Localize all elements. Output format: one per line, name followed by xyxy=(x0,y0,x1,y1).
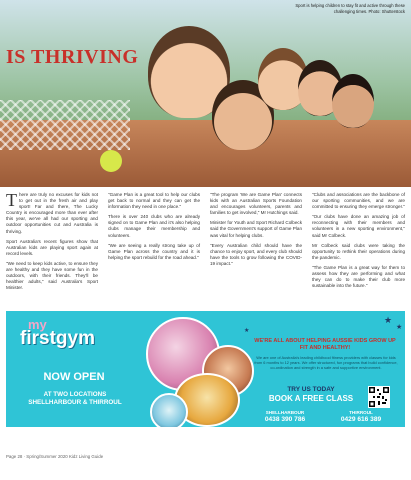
locations-text xyxy=(14,391,136,407)
article-column-1 xyxy=(6,192,98,295)
paragraph: "The program 'We are Game Plan' connects kids with an Australian Sports Foundation and encourages volunteers, parents and families to get involved," Mr Hutchings said. xyxy=(210,192,302,216)
article-body xyxy=(6,192,405,306)
branch-phone[interactable]: 0438 390 786 xyxy=(264,416,306,423)
paragraph: "We are seeing a really strong take up of Game Plan across the country and it is helping the sport rebuild for the road ahead." xyxy=(108,242,200,260)
locations-line-2: SHELLHARBOUR & THIRROUL xyxy=(28,399,122,406)
paragraph: here are truly no excuses for kids not to get out in the fresh air and play sport! Far and there, The Lucky Country is encouraged more than ever after this year, we've all had our sporting and outdoor opportunities cut and Australia is thriving. xyxy=(6,192,98,234)
article-column-3 xyxy=(210,192,302,271)
logo-brand: firstgym xyxy=(20,328,95,349)
star-icon: ★ xyxy=(384,315,393,325)
paragraph: "The Game Plan is a great way for them to assess how they are performing and what they can do to make their club more sustainable into the future." xyxy=(312,264,405,289)
branch-phone[interactable]: 0429 616 389 xyxy=(340,416,382,423)
tennis-ball xyxy=(100,150,122,172)
feature-photo xyxy=(0,0,411,187)
qr-code-icon[interactable] xyxy=(368,386,390,408)
paragraph: Sport Australia's recent figures show that Australian kids are playing sport again at record levels. xyxy=(6,238,98,256)
branch-name: THIRROUL xyxy=(349,410,373,415)
logo-my: my xyxy=(28,317,47,332)
paragraph: "Our clubs have done an amazing job of reconnecting with their members and volunteers in a new sporting environment," said Mr Colbeck. xyxy=(312,214,405,238)
myfirstgym-logo xyxy=(20,317,120,365)
article-headline: IS THRIVING xyxy=(6,46,139,68)
ad-body-text: We are one of Australia's leading childhood fitness providers with classes for kids from 6 months to 12 years. We offer structured, fun programs that build confidence, co-ordination and strength in a safe and supportive environment. xyxy=(254,355,398,370)
try-today-label: TRY US TODAY xyxy=(287,386,335,393)
branch-shellharbour xyxy=(250,410,320,424)
paragraph: "Every Australian child should have the chance to enjoy sport, and every club should have the tools to grow following the COVID-19 impact." xyxy=(210,242,302,266)
star-icon: ★ xyxy=(396,324,403,331)
page-footer: Page 28 · Spring/Summer 2020 Kidz Living Guide xyxy=(6,454,104,459)
article-column-2 xyxy=(108,192,200,265)
photo-caption: Sport is helping children to stay fit and active through these challenging times. Photo: Shutterstock xyxy=(295,3,405,14)
book-free-class-button[interactable]: BOOK A FREE CLASS xyxy=(268,394,354,403)
locations-line-1: AT TWO LOCATIONS xyxy=(43,391,107,398)
now-open-banner: NOW OPEN xyxy=(43,371,105,383)
paragraph: Mr Colbeck said clubs were taking the opportunity to rethink their operations during the pandemic. xyxy=(312,242,405,260)
gym-advertisement xyxy=(6,311,405,427)
branch-thirroul xyxy=(326,410,396,424)
article-column-4 xyxy=(312,192,405,293)
branch-name: SHELLHARBOUR xyxy=(265,410,305,415)
child-face xyxy=(332,74,374,128)
tennis-net xyxy=(0,100,130,150)
ad-headline: WE'RE ALL ABOUT HELPING AUSSIE KIDS GROW UP FIT AND HEALTHY! xyxy=(254,338,396,351)
drop-cap: T xyxy=(6,190,17,210)
paragraph: "Game Plan is a great tool to help our clubs get back to normal and they can get the information they need in one place." xyxy=(108,192,200,210)
paragraph: Minister for Youth and Sport Richard Colbeck said the Government's support of Game Plan was vital for helping clubs. xyxy=(210,220,302,238)
paragraph: There is over 240 clubs who are already signed on to Game Plan and it's also helping clubs manage their membership and volunteers. xyxy=(108,214,200,238)
paragraph: "We need to keep kids active, to ensure they are healthy and they have some fun in the outdoors, with their friends. They'll be healthier adults," said Australia's Sport Minister. xyxy=(6,260,98,291)
paragraph: "Clubs and associations are the backbone of our sporting communities, and we are committed to ensuring they emerge stronger." xyxy=(312,192,405,210)
kids-photo-circle xyxy=(150,393,188,427)
star-icon: ★ xyxy=(244,328,250,334)
